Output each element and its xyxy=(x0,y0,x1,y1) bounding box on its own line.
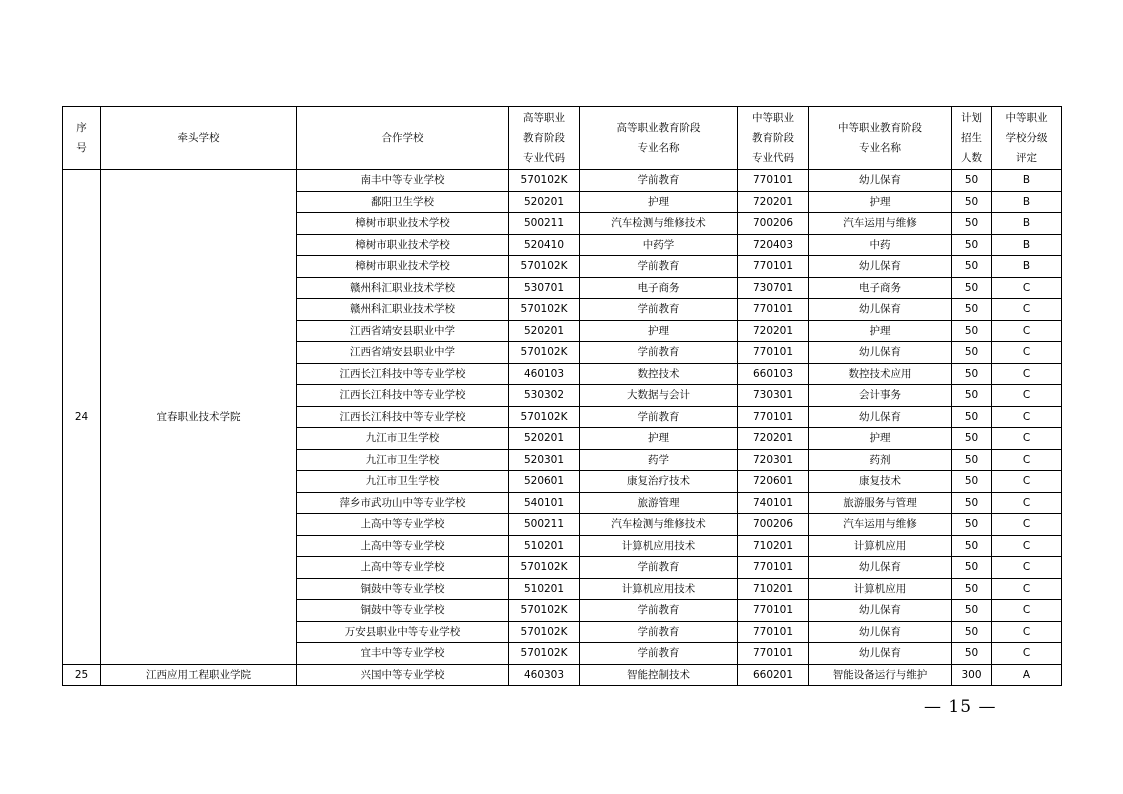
cell-secondary-code: 770101 xyxy=(738,600,809,622)
cell-higher-code: 460103 xyxy=(509,363,580,385)
cell-grade: B xyxy=(992,191,1062,213)
cell-higher-code: 570102K xyxy=(509,557,580,579)
cell-secondary-name: 幼儿保育 xyxy=(809,170,952,192)
cell-partner-school: 铜鼓中等专业学校 xyxy=(297,600,509,622)
cell-secondary-name: 康复技术 xyxy=(809,471,952,493)
cell-plan: 50 xyxy=(952,256,992,278)
cell-grade: C xyxy=(992,492,1062,514)
header-seq: 序 号 xyxy=(63,107,101,170)
cell-plan: 50 xyxy=(952,428,992,450)
cell-plan: 50 xyxy=(952,600,992,622)
cell-plan: 50 xyxy=(952,578,992,600)
cell-partner-school: 九江市卫生学校 xyxy=(297,428,509,450)
cell-secondary-code: 710201 xyxy=(738,578,809,600)
cell-higher-code: 530302 xyxy=(509,385,580,407)
cell-higher-name: 护理 xyxy=(580,320,738,342)
cell-secondary-name: 汽车运用与维修 xyxy=(809,514,952,536)
cell-secondary-code: 770101 xyxy=(738,557,809,579)
cell-grade: B xyxy=(992,256,1062,278)
cell-lead-school: 江西应用工程职业学院 xyxy=(101,664,297,686)
cell-higher-name: 数控技术 xyxy=(580,363,738,385)
cell-higher-code: 520410 xyxy=(509,234,580,256)
cell-higher-name: 智能控制技术 xyxy=(580,664,738,686)
cell-secondary-name: 幼儿保育 xyxy=(809,406,952,428)
page-number: — 15 — xyxy=(924,697,997,717)
cell-plan: 50 xyxy=(952,277,992,299)
cell-plan: 50 xyxy=(952,191,992,213)
cell-grade: C xyxy=(992,535,1062,557)
cell-grade: C xyxy=(992,277,1062,299)
cell-grade: C xyxy=(992,406,1062,428)
cell-secondary-name: 汽车运用与维修 xyxy=(809,213,952,235)
cell-higher-name: 计算机应用技术 xyxy=(580,578,738,600)
cell-partner-school: 上高中等专业学校 xyxy=(297,535,509,557)
cell-secondary-code: 720403 xyxy=(738,234,809,256)
cell-grade: C xyxy=(992,449,1062,471)
cell-secondary-code: 660103 xyxy=(738,363,809,385)
cell-grade: C xyxy=(992,514,1062,536)
cell-grade: C xyxy=(992,428,1062,450)
cell-partner-school: 九江市卫生学校 xyxy=(297,449,509,471)
cell-grade: C xyxy=(992,578,1062,600)
cell-higher-code: 520301 xyxy=(509,449,580,471)
cell-partner-school: 上高中等专业学校 xyxy=(297,514,509,536)
cell-seq: 25 xyxy=(63,664,101,686)
cell-secondary-name: 电子商务 xyxy=(809,277,952,299)
header-secondary-code: 中等职业 教育阶段 专业代码 xyxy=(738,107,809,170)
cell-partner-school: 赣州科汇职业技术学校 xyxy=(297,299,509,321)
cell-secondary-name: 数控技术应用 xyxy=(809,363,952,385)
cell-grade: C xyxy=(992,600,1062,622)
header-plan: 计划 招生 人数 xyxy=(952,107,992,170)
cell-partner-school: 江西省靖安县职业中学 xyxy=(297,342,509,364)
cell-higher-code: 520601 xyxy=(509,471,580,493)
cell-secondary-code: 720201 xyxy=(738,428,809,450)
cell-plan: 50 xyxy=(952,342,992,364)
cell-higher-name: 护理 xyxy=(580,191,738,213)
cell-partner-school: 江西长江科技中等专业学校 xyxy=(297,363,509,385)
cell-higher-code: 570102K xyxy=(509,170,580,192)
cell-secondary-code: 720601 xyxy=(738,471,809,493)
table-row xyxy=(63,664,1062,686)
cell-grade: C xyxy=(992,363,1062,385)
cell-secondary-name: 计算机应用 xyxy=(809,535,952,557)
table-row xyxy=(63,170,1062,192)
cell-secondary-name: 会计事务 xyxy=(809,385,952,407)
cell-grade: C xyxy=(992,621,1062,643)
cell-higher-name: 计算机应用技术 xyxy=(580,535,738,557)
cell-higher-name: 中药学 xyxy=(580,234,738,256)
cell-secondary-name: 旅游服务与管理 xyxy=(809,492,952,514)
cell-plan: 50 xyxy=(952,299,992,321)
cell-higher-code: 570102K xyxy=(509,299,580,321)
cell-secondary-name: 计算机应用 xyxy=(809,578,952,600)
cell-plan: 50 xyxy=(952,621,992,643)
cell-secondary-code: 720201 xyxy=(738,320,809,342)
cell-higher-code: 500211 xyxy=(509,213,580,235)
cell-higher-code: 530701 xyxy=(509,277,580,299)
cell-partner-school: 樟树市职业技术学校 xyxy=(297,256,509,278)
cell-grade: C xyxy=(992,557,1062,579)
table-header xyxy=(63,107,1062,170)
cell-higher-name: 学前教育 xyxy=(580,299,738,321)
cell-higher-name: 旅游管理 xyxy=(580,492,738,514)
cell-higher-name: 药学 xyxy=(580,449,738,471)
cell-secondary-code: 770101 xyxy=(738,170,809,192)
cell-secondary-code: 720301 xyxy=(738,449,809,471)
cell-plan: 50 xyxy=(952,213,992,235)
cell-grade: C xyxy=(992,299,1062,321)
cell-higher-code: 570102K xyxy=(509,643,580,665)
header-lead-school: 牵头学校 xyxy=(101,107,297,170)
cell-plan: 50 xyxy=(952,535,992,557)
cell-grade: C xyxy=(992,385,1062,407)
cell-partner-school: 江西长江科技中等专业学校 xyxy=(297,385,509,407)
cell-plan: 50 xyxy=(952,363,992,385)
cell-seq: 24 xyxy=(63,170,101,665)
cell-plan: 300 xyxy=(952,664,992,686)
cell-secondary-name: 护理 xyxy=(809,191,952,213)
cell-grade: C xyxy=(992,643,1062,665)
cell-secondary-code: 730301 xyxy=(738,385,809,407)
cell-secondary-code: 770101 xyxy=(738,299,809,321)
cell-grade: A xyxy=(992,664,1062,686)
cell-plan: 50 xyxy=(952,471,992,493)
cell-higher-name: 汽车检测与维修技术 xyxy=(580,213,738,235)
cell-higher-code: 570102K xyxy=(509,621,580,643)
header-higher-code: 高等职业 教育阶段 专业代码 xyxy=(509,107,580,170)
cell-partner-school: 江西长江科技中等专业学校 xyxy=(297,406,509,428)
cell-grade: B xyxy=(992,170,1062,192)
cell-partner-school: 万安县职业中等专业学校 xyxy=(297,621,509,643)
cell-higher-name: 电子商务 xyxy=(580,277,738,299)
cell-plan: 50 xyxy=(952,449,992,471)
cell-higher-code: 520201 xyxy=(509,191,580,213)
cell-secondary-code: 700206 xyxy=(738,213,809,235)
cell-secondary-name: 幼儿保育 xyxy=(809,557,952,579)
cell-secondary-name: 幼儿保育 xyxy=(809,342,952,364)
cell-higher-code: 570102K xyxy=(509,600,580,622)
cell-higher-code: 510201 xyxy=(509,535,580,557)
header-partner-school: 合作学校 xyxy=(297,107,509,170)
cell-higher-name: 护理 xyxy=(580,428,738,450)
cell-partner-school: 南丰中等专业学校 xyxy=(297,170,509,192)
cell-secondary-code: 770101 xyxy=(738,342,809,364)
cell-grade: B xyxy=(992,213,1062,235)
cell-higher-name: 学前教育 xyxy=(580,342,738,364)
cell-partner-school: 铜鼓中等专业学校 xyxy=(297,578,509,600)
cell-partner-school: 兴国中等专业学校 xyxy=(297,664,509,686)
cell-higher-code: 570102K xyxy=(509,256,580,278)
cell-secondary-code: 770101 xyxy=(738,621,809,643)
cell-secondary-name: 幼儿保育 xyxy=(809,621,952,643)
cell-secondary-code: 700206 xyxy=(738,514,809,536)
table-body xyxy=(63,170,1062,686)
cell-partner-school: 赣州科汇职业技术学校 xyxy=(297,277,509,299)
cell-higher-name: 学前教育 xyxy=(580,256,738,278)
cell-higher-code: 460303 xyxy=(509,664,580,686)
cell-higher-code: 500211 xyxy=(509,514,580,536)
enrollment-table xyxy=(62,106,1062,686)
cell-grade: C xyxy=(992,320,1062,342)
cell-secondary-code: 710201 xyxy=(738,535,809,557)
cell-secondary-code: 770101 xyxy=(738,406,809,428)
cell-plan: 50 xyxy=(952,234,992,256)
cell-grade: C xyxy=(992,471,1062,493)
cell-partner-school: 九江市卫生学校 xyxy=(297,471,509,493)
header-higher-name: 高等职业教育阶段 专业名称 xyxy=(580,107,738,170)
cell-partner-school: 宜丰中等专业学校 xyxy=(297,643,509,665)
cell-higher-code: 510201 xyxy=(509,578,580,600)
cell-higher-name: 学前教育 xyxy=(580,170,738,192)
cell-higher-name: 学前教育 xyxy=(580,406,738,428)
cell-plan: 50 xyxy=(952,643,992,665)
cell-partner-school: 樟树市职业技术学校 xyxy=(297,234,509,256)
cell-plan: 50 xyxy=(952,492,992,514)
cell-higher-code: 520201 xyxy=(509,320,580,342)
cell-plan: 50 xyxy=(952,320,992,342)
cell-plan: 50 xyxy=(952,406,992,428)
cell-higher-code: 540101 xyxy=(509,492,580,514)
cell-secondary-name: 药剂 xyxy=(809,449,952,471)
cell-grade: C xyxy=(992,342,1062,364)
cell-partner-school: 鄱阳卫生学校 xyxy=(297,191,509,213)
cell-secondary-name: 护理 xyxy=(809,320,952,342)
cell-lead-school: 宜春职业技术学院 xyxy=(101,170,297,665)
cell-secondary-code: 770101 xyxy=(738,256,809,278)
cell-grade: B xyxy=(992,234,1062,256)
cell-higher-code: 570102K xyxy=(509,406,580,428)
cell-higher-name: 学前教育 xyxy=(580,643,738,665)
cell-plan: 50 xyxy=(952,557,992,579)
cell-plan: 50 xyxy=(952,385,992,407)
cell-higher-name: 汽车检测与维修技术 xyxy=(580,514,738,536)
cell-plan: 50 xyxy=(952,514,992,536)
cell-higher-code: 570102K xyxy=(509,342,580,364)
cell-partner-school: 萍乡市武功山中等专业学校 xyxy=(297,492,509,514)
cell-higher-name: 康复治疗技术 xyxy=(580,471,738,493)
cell-higher-code: 520201 xyxy=(509,428,580,450)
cell-secondary-name: 幼儿保育 xyxy=(809,299,952,321)
cell-secondary-code: 660201 xyxy=(738,664,809,686)
cell-higher-name: 学前教育 xyxy=(580,557,738,579)
cell-secondary-name: 护理 xyxy=(809,428,952,450)
cell-secondary-name: 智能设备运行与维护 xyxy=(809,664,952,686)
cell-secondary-code: 770101 xyxy=(738,643,809,665)
cell-secondary-code: 720201 xyxy=(738,191,809,213)
cell-plan: 50 xyxy=(952,170,992,192)
cell-higher-name: 学前教育 xyxy=(580,600,738,622)
cell-partner-school: 樟树市职业技术学校 xyxy=(297,213,509,235)
cell-partner-school: 上高中等专业学校 xyxy=(297,557,509,579)
cell-higher-name: 学前教育 xyxy=(580,621,738,643)
cell-secondary-name: 幼儿保育 xyxy=(809,256,952,278)
header-secondary-name: 中等职业教育阶段 专业名称 xyxy=(809,107,952,170)
header-grade: 中等职业 学校分级 评定 xyxy=(992,107,1062,170)
cell-secondary-name: 幼儿保育 xyxy=(809,643,952,665)
cell-higher-name: 大数据与会计 xyxy=(580,385,738,407)
cell-secondary-name: 中药 xyxy=(809,234,952,256)
cell-secondary-name: 幼儿保育 xyxy=(809,600,952,622)
cell-secondary-code: 730701 xyxy=(738,277,809,299)
cell-secondary-code: 740101 xyxy=(738,492,809,514)
cell-partner-school: 江西省靖安县职业中学 xyxy=(297,320,509,342)
